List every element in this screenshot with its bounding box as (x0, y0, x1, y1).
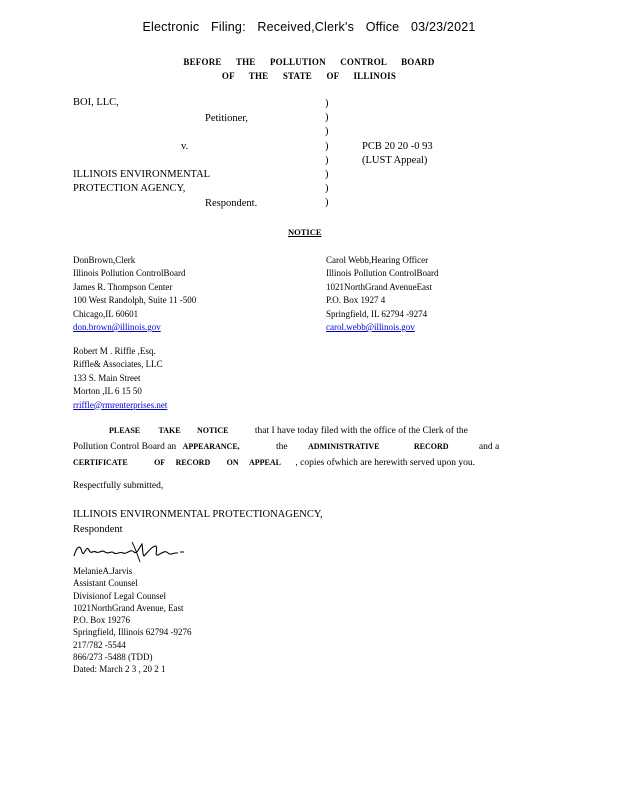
certificate-text: CERTIFICATE (73, 458, 128, 467)
case-number: PCB 20 20 -0 93 (362, 141, 433, 152)
service-line: Illinois Pollution ControlBoard (73, 268, 186, 279)
notice-title: NOTICE (288, 227, 322, 237)
service-line: Riffle& Associates, LLC (73, 359, 163, 370)
body-text: , copies ofwhich are herewith served upon you. (295, 458, 476, 468)
closing-text: Respectfully submitted, (73, 481, 164, 491)
record2-text: RECORD (175, 458, 211, 467)
caption-parentheses (325, 97, 329, 211)
service-list-petitioner-counsel (73, 345, 167, 412)
on-text: ON (226, 458, 239, 467)
signature-line: 866/273 -5488 (TDD) (73, 652, 153, 663)
service-line: Chicago,IL 60601 (73, 308, 139, 319)
email-link-petitioner-counsel[interactable]: rriffle@rmrenterprises.net (73, 399, 168, 410)
paren: ) (325, 169, 329, 181)
paren: ) (325, 140, 329, 152)
agency-name: ILLINOIS ENVIRONMENTAL PROTECTIONAGENCY, (73, 509, 323, 520)
versus-label: v. (181, 141, 189, 152)
notice-paragraph (73, 423, 549, 471)
body-text: and a (478, 442, 500, 452)
email-link-hearing-officer[interactable]: carol.webb@illinois.gov (326, 322, 415, 333)
email-link-clerk[interactable]: don.brown@illinois.gov (73, 322, 161, 333)
paren: ) (325, 197, 329, 209)
efiling-header: Electronic Filing: Received,Clerk's Office 03/23/2021 (142, 20, 476, 34)
service-line: 1021NorthGrand AvenueEast (326, 281, 433, 292)
service-list-clerk (73, 254, 196, 334)
paren: ) (325, 154, 329, 166)
signature-line: Springfield, Illinois 62794 -9276 (73, 627, 192, 638)
body-text: that I have today filed with the office of the Clerk of the (254, 426, 468, 436)
admin-text: ADMINISTRATIVE (308, 442, 380, 451)
signature-line: 217/782 -5544 (73, 639, 126, 650)
service-line: Robert M . Riffle ,Esq. (73, 346, 156, 356)
board-title-line2: OF THE STATE OF ILLINOIS (221, 71, 397, 81)
body-text: Pollution Control Board an (73, 442, 177, 452)
service-list-hearing-officer (326, 254, 439, 334)
record-text: RECORD (413, 442, 449, 451)
service-line: Carol Webb,Hearing Officer (326, 255, 429, 265)
please-text: PLEASE (109, 426, 141, 435)
service-line: Springfield, IL 62794 -9274 (326, 308, 428, 319)
respondent-text: Respondent (73, 524, 123, 535)
board-title-line1: BEFORE THE POLLUTION CONTROL BOARD (183, 57, 435, 67)
appeal-text: APPEAL (248, 458, 281, 467)
service-line: P.O. Box 1927 4 (326, 295, 386, 306)
signature-line: 1021NorthGrand Avenue, East (73, 602, 184, 613)
signature-block (73, 565, 192, 676)
service-line: 133 S. Main Street (73, 372, 141, 383)
service-line: James R. Thompson Center (73, 281, 173, 292)
notice-text: NOTICE (196, 426, 229, 435)
signature-line: Dated: March 2 3 , 20 2 1 (73, 664, 166, 675)
signature-line: Divisionof Legal Counsel (73, 590, 166, 601)
appearance-text: APPEARANCE, (182, 442, 240, 451)
of-text: OF (154, 458, 166, 467)
service-line: Morton ,IL 6 15 50 (73, 386, 142, 397)
service-line: 100 West Randolph, Suite 11 -500 (73, 295, 197, 306)
paren: ) (325, 98, 329, 109)
signature-line: MelanieA.Jarvis (73, 566, 133, 576)
take-text: TAKE (158, 426, 181, 435)
respondent-label: Respondent. (205, 198, 258, 209)
signature-line: P.O. Box 19276 (73, 615, 131, 626)
service-line: DonBrown,Clerk (73, 255, 136, 265)
service-line: Illinois Pollution ControlBoard (326, 268, 439, 279)
signature-line: Assistant Counsel (73, 578, 138, 589)
paren: ) (325, 112, 329, 124)
petitioner-label: Petitioner, (205, 113, 249, 124)
paren: ) (325, 126, 329, 138)
paren: ) (325, 183, 329, 195)
signature-image (72, 538, 192, 564)
body-text: the (276, 442, 288, 452)
respondent-name-line1: ILLINOIS ENVIRONMENTAL (73, 169, 211, 180)
petitioner-name: BOI, LLC, (73, 97, 119, 108)
respondent-name-line2: PROTECTION AGENCY, (73, 183, 186, 194)
case-type: (LUST Appeal) (362, 155, 428, 166)
